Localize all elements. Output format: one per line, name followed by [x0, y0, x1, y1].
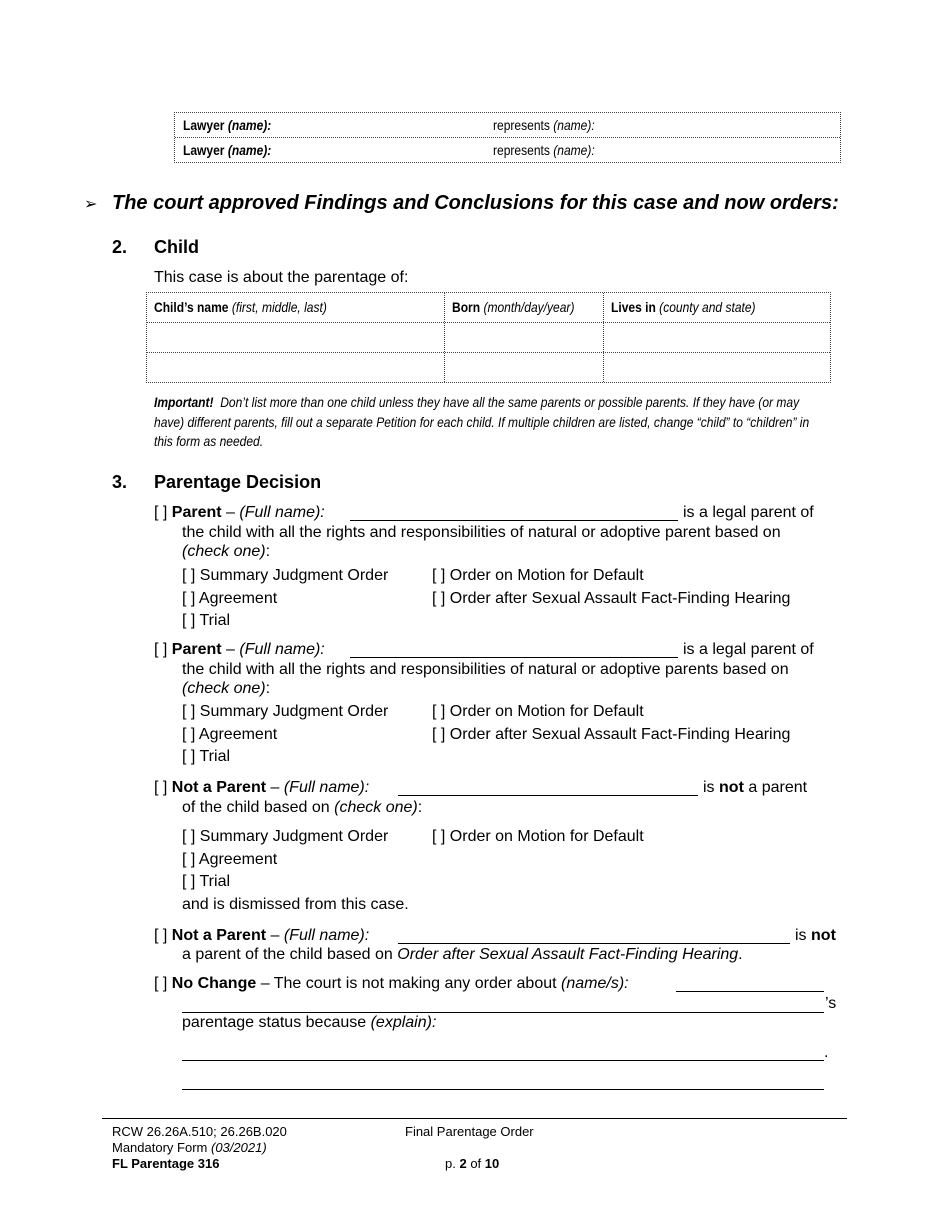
arrow-bullet-icon: ➢: [84, 196, 98, 213]
not-parent-basis: a parent of the child based on Order after Sexual Assault Fact-Finding Hearing.: [182, 946, 743, 963]
parent-basis-text: the child with all the rights and responsibilities of natural or adoptive parents based on: [182, 661, 789, 678]
option-agreement[interactable]: [ ] Agreement: [182, 726, 278, 743]
option-default[interactable]: [ ] Order on Motion for Default: [432, 567, 644, 584]
lawyer-label: Lawyer: [183, 117, 225, 133]
footer-rule: [102, 1118, 847, 1119]
child-table: [146, 292, 831, 383]
parent-option-1: [ ] Parent – (Full name):: [154, 504, 325, 521]
not-parent-option-2: [ ] Not a Parent – (Full name):: [154, 927, 370, 944]
important-text: Don’t list more than one child unless they have all the same parents or possible parents. If they have (or may have) different parents, fill out a separate Petition for each child. If multiple children are listed, change “child” to “children” in this form as needed.: [154, 394, 810, 449]
parent-label: Parent: [171, 504, 222, 521]
not-parent-tail: is not: [795, 927, 836, 944]
section-3-title: Parentage Decision: [154, 472, 322, 492]
represents-hint: (name):: [553, 142, 595, 158]
no-change-option: [ ] No Change – The court is not making any order about (name/s):: [154, 975, 629, 992]
parent-basis-text: the child with all the rights and responsibilities of natural or adoptive parent based on: [182, 524, 781, 541]
represents-label: represents: [493, 142, 550, 158]
orders-headline-text: The court approved Findings and Conclusions for this case and now orders:: [112, 192, 839, 214]
checkbox[interactable]: [ ]: [154, 504, 168, 521]
check-one-2: (check one):: [182, 680, 271, 697]
important-label: Important!: [154, 394, 214, 410]
full-name-hint: (Full name):: [283, 779, 370, 796]
dismissed-text: and is dismissed from this case.: [182, 896, 409, 913]
footer-title: Final Parentage Order: [405, 1124, 534, 1139]
lawyer-label-hint: (name):: [227, 142, 272, 158]
parent-tail: is a legal parent of: [683, 641, 814, 658]
table-row: [147, 323, 830, 353]
child-name-cell[interactable]: [147, 323, 445, 352]
lawyer-row: [175, 138, 840, 162]
option-default[interactable]: [ ] Order on Motion for Default: [432, 828, 644, 845]
col-hint: (county and state): [659, 299, 756, 315]
explain-field-2[interactable]: [182, 1089, 824, 1090]
option-agreement[interactable]: [ ] Agreement: [182, 590, 278, 607]
child-name-cell[interactable]: [147, 353, 445, 382]
names-field[interactable]: [676, 991, 824, 992]
lawyer-label-hint: (name):: [227, 117, 272, 133]
parent-label: Parent: [171, 641, 222, 658]
table-row: [147, 353, 830, 382]
not-parent-tail: is not a parent: [703, 779, 808, 796]
not-parent-basis: of the child based on (check one):: [182, 799, 423, 816]
option-summary-judgment[interactable]: [ ] Summary Judgment Order: [182, 567, 389, 584]
section-2-intro: This case is about the parentage of:: [154, 269, 409, 286]
born-cell[interactable]: [445, 323, 604, 352]
full-name-field[interactable]: [350, 657, 678, 658]
col-header-born: Born: [452, 299, 481, 315]
option-sexual-assault[interactable]: [ ] Order after Sexual Assault Fact-Finding Hearing: [432, 726, 791, 743]
not-parent-option-1: [ ] Not a Parent – (Full name):: [154, 779, 370, 796]
section-3-number: 3.: [112, 472, 128, 492]
represents-label: represents: [493, 117, 550, 133]
option-sexual-assault[interactable]: [ ] Order after Sexual Assault Fact-Finding Hearing: [432, 590, 791, 607]
section-2-number: 2.: [112, 237, 128, 257]
full-name-field[interactable]: [398, 943, 790, 944]
explain-label: parentage status because (explain):: [182, 1014, 437, 1031]
child-table-header: [147, 293, 830, 323]
option-agreement[interactable]: [ ] Agreement: [182, 851, 278, 868]
lives-in-cell[interactable]: [604, 323, 830, 352]
parent-option-2: [ ] Parent – (Full name):: [154, 641, 325, 658]
col-hint: (first, middle, last): [231, 299, 327, 315]
full-name-hint: (Full name):: [239, 504, 325, 521]
explain-field-1[interactable]: [182, 1060, 824, 1061]
footer-page-number: p. 2 of 10: [445, 1156, 500, 1171]
important-note: [154, 393, 854, 452]
footer-form-id: FL Parentage 316: [112, 1156, 220, 1171]
not-parent-label: Not a Parent: [171, 779, 267, 796]
lawyer-table: [174, 112, 841, 163]
names-hint: (name/s):: [561, 975, 629, 992]
period: .: [824, 1044, 829, 1061]
col-header-child-name: Child’s name: [154, 299, 229, 315]
col-header-lives-in: Lives in: [611, 299, 656, 315]
checkbox[interactable]: [ ]: [154, 927, 168, 944]
footer-rcw: RCW 26.26A.510; 26.26B.020: [112, 1124, 287, 1139]
checkbox[interactable]: [ ]: [154, 779, 168, 796]
option-summary-judgment[interactable]: [ ] Summary Judgment Order: [182, 828, 389, 845]
checkbox[interactable]: [ ]: [154, 975, 168, 992]
col-hint: (month/day/year): [483, 299, 575, 315]
lawyer-label: Lawyer: [183, 142, 225, 158]
option-trial[interactable]: [ ] Trial: [182, 873, 231, 890]
footer-mandatory: Mandatory Form (03/2021): [112, 1140, 267, 1155]
full-name-field[interactable]: [350, 520, 678, 521]
section-2-title: Child: [154, 237, 199, 257]
checkbox[interactable]: [ ]: [154, 641, 168, 658]
no-change-label: No Change: [171, 975, 257, 992]
full-name-field[interactable]: [398, 795, 698, 796]
option-default[interactable]: [ ] Order on Motion for Default: [432, 703, 644, 720]
possessive-text: ’s: [825, 995, 837, 1012]
option-trial[interactable]: [ ] Trial: [182, 612, 231, 629]
full-name-hint: (Full name):: [239, 641, 325, 658]
option-summary-judgment[interactable]: [ ] Summary Judgment Order: [182, 703, 389, 720]
not-parent-label: Not a Parent: [171, 927, 267, 944]
born-cell[interactable]: [445, 353, 604, 382]
check-one-1: (check one):: [182, 543, 271, 560]
lives-in-cell[interactable]: [604, 353, 830, 382]
lawyer-row: [175, 113, 840, 138]
represents-hint: (name):: [553, 117, 595, 133]
option-trial[interactable]: [ ] Trial: [182, 748, 231, 765]
names-field-2[interactable]: [182, 1012, 824, 1013]
full-name-hint: (Full name):: [283, 927, 370, 944]
orders-headline: [84, 192, 839, 215]
parent-tail: is a legal parent of: [683, 504, 814, 521]
